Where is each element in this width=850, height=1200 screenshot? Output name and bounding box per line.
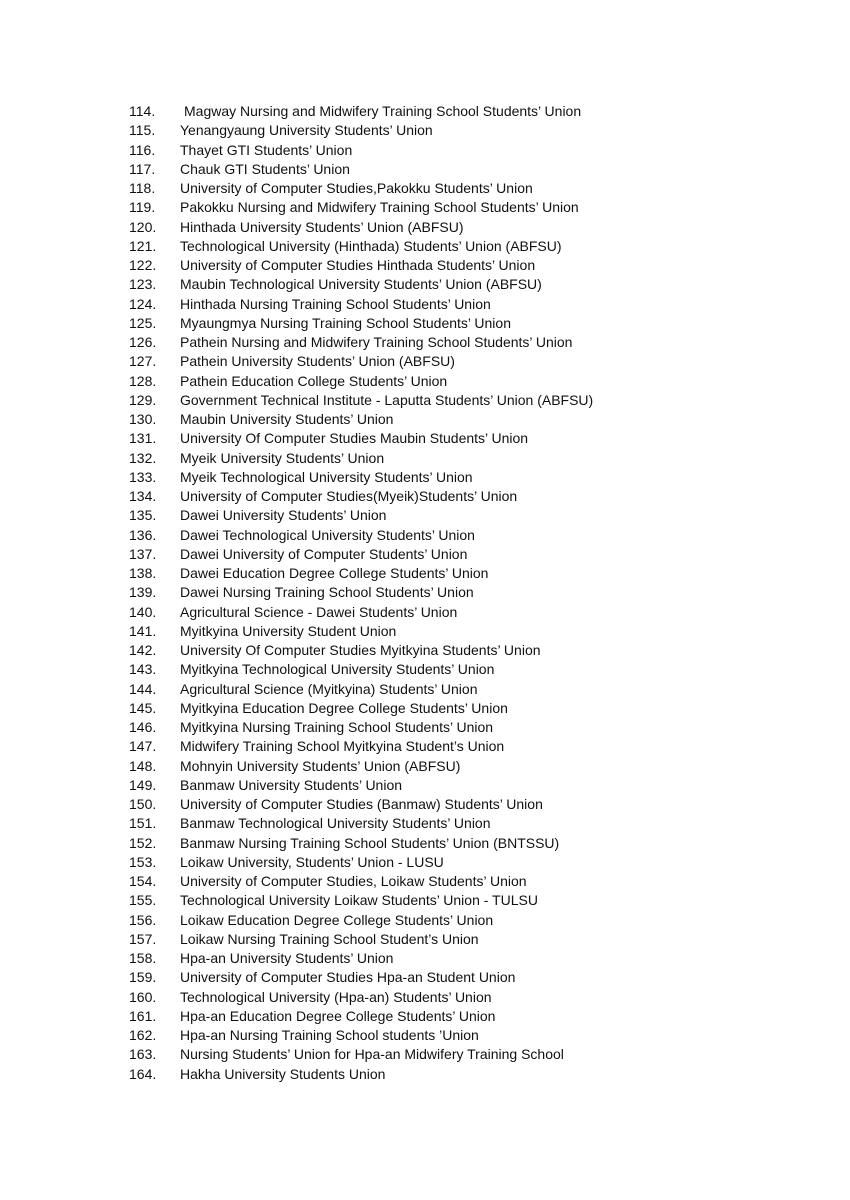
item-number: 151. <box>129 815 157 832</box>
union-name: Government Technical Institute - Laputta Students’ Union (ABFSU) <box>180 391 594 408</box>
list-item <box>0 968 850 987</box>
item-number: 127. <box>129 353 157 370</box>
list-item <box>0 429 850 448</box>
item-number: 137. <box>129 545 157 562</box>
list-item <box>0 641 850 660</box>
item-number: 116. <box>129 141 156 158</box>
union-name: Pathein Education College Students’ Union <box>180 372 448 389</box>
list-item <box>0 218 850 237</box>
union-name: Hinthada University Students’ Union (ABFSU) <box>180 218 464 235</box>
list-item <box>0 930 850 949</box>
item-number: 164. <box>129 1065 157 1082</box>
union-name: Dawei Technological University Students’ Union <box>180 526 475 543</box>
union-name: Myeik Technological University Students’ Union <box>180 468 473 485</box>
item-number: 154. <box>129 873 157 889</box>
union-name: Dawei Nursing Training School Students’ Union <box>180 584 474 601</box>
item-number: 131. <box>129 430 157 447</box>
list-item <box>0 795 850 814</box>
item-number: 145. <box>129 699 157 716</box>
item-number: 130. <box>129 411 157 427</box>
item-number: 143. <box>129 661 157 678</box>
union-name: Chauk GTI Students’ Union <box>180 160 350 177</box>
item-number: 138. <box>129 565 157 581</box>
list-item <box>0 1065 850 1084</box>
students-union-list <box>0 102 850 1084</box>
item-number: 152. <box>129 834 157 851</box>
list-item <box>0 660 850 679</box>
list-item <box>0 603 850 622</box>
item-number: 117. <box>129 160 156 177</box>
item-number: 160. <box>129 988 157 1005</box>
item-number: 144. <box>129 680 157 697</box>
union-name: Pathein Nursing and Midwifery Training School Students’ Union <box>180 334 573 350</box>
union-name: Banmaw Nursing Training School Students’ Union (BNTSSU) <box>180 834 560 851</box>
list-item <box>0 1026 850 1045</box>
list-item <box>0 391 850 410</box>
list-item <box>0 564 850 583</box>
union-name: Loikaw Education Degree College Students’ Union <box>180 911 494 928</box>
union-name: Agricultural Science (Myitkyina) Students’ Union <box>180 680 478 697</box>
list-item <box>0 814 850 833</box>
item-number: 136. <box>129 526 157 543</box>
item-number: 128. <box>129 372 157 389</box>
item-number: 161. <box>129 1007 157 1024</box>
item-number: 141. <box>129 622 157 639</box>
item-number: 122. <box>129 257 157 273</box>
union-name: Hpa-an Education Degree College Students’ Union <box>180 1007 496 1024</box>
item-number: 135. <box>129 507 157 524</box>
item-number: 158. <box>129 950 157 966</box>
item-number: 114. <box>129 103 156 119</box>
list-item <box>0 160 850 179</box>
list-item <box>0 256 850 275</box>
union-name: Magway Nursing and Midwifery Training School Students’ Union <box>184 103 582 119</box>
list-item <box>0 468 850 487</box>
item-number: 150. <box>129 796 157 812</box>
union-name: Nursing Students’ Union for Hpa-an Midwifery Training School <box>180 1046 564 1063</box>
item-number: 132. <box>129 449 157 466</box>
union-name: Technological University Loikaw Students’ Union - TULSU <box>180 892 538 909</box>
item-number: 134. <box>129 488 157 504</box>
item-number: 142. <box>129 642 157 658</box>
union-name: Myitkyina University Student Union <box>180 622 397 639</box>
list-item <box>0 372 850 391</box>
union-name: University Of Computer Studies Maubin Students’ Union <box>180 430 529 447</box>
union-name: University of Computer Studies (Banmaw) Students’ Union <box>180 796 543 812</box>
list-item <box>0 506 850 525</box>
item-number: 119. <box>129 199 156 216</box>
list-item <box>0 1045 850 1064</box>
item-number: 148. <box>129 757 157 774</box>
union-name: Hpa-an Nursing Training School students ’Union <box>180 1027 479 1043</box>
list-item <box>0 872 850 891</box>
item-number: 146. <box>129 719 157 735</box>
union-name: Dawei University Students’ Union <box>180 507 387 524</box>
list-item <box>0 526 850 545</box>
item-number: 120. <box>129 218 157 235</box>
list-item <box>0 295 850 314</box>
union-name: Myaungmya Nursing Training School Students’ Union <box>180 314 511 331</box>
list-item <box>0 449 850 468</box>
list-item <box>0 757 850 776</box>
list-item <box>0 583 850 602</box>
union-name: Agricultural Science - Dawei Students’ Union <box>180 603 458 620</box>
item-number: 139. <box>129 584 157 601</box>
item-number: 121. <box>129 237 157 254</box>
union-name: Banmaw University Students’ Union <box>180 776 403 793</box>
item-number: 159. <box>129 969 157 986</box>
item-number: 129. <box>129 391 157 408</box>
union-name: Hakha University Students Union <box>180 1065 386 1082</box>
list-item <box>0 737 850 756</box>
item-number: 133. <box>129 468 157 485</box>
union-name: Hinthada Nursing Training School Students’ Union <box>180 295 491 312</box>
union-name: Banmaw Technological University Students’ Union <box>180 815 491 832</box>
union-name: Myeik University Students’ Union <box>180 449 385 466</box>
item-number: 155. <box>129 892 157 909</box>
list-item <box>0 853 850 872</box>
union-name: University of Computer Studies,Pakokku Students’ Union <box>180 180 533 196</box>
item-number: 156. <box>129 911 157 928</box>
union-name: Yenangyaung University Students’ Union <box>180 122 433 139</box>
union-name: Myitkyina Education Degree College Students’ Union <box>180 699 508 716</box>
union-name: University Of Computer Studies Myitkyina Students’ Union <box>180 642 541 658</box>
union-name: Dawei Education Degree College Students’ Union <box>180 565 489 581</box>
list-item <box>0 545 850 564</box>
item-number: 140. <box>129 603 157 620</box>
item-number: 118. <box>129 180 156 196</box>
union-name: Technological University (Hpa-an) Students’ Union <box>180 988 492 1005</box>
list-item <box>0 141 850 160</box>
list-item <box>0 680 850 699</box>
item-number: 153. <box>129 853 157 870</box>
item-number: 115. <box>129 122 156 139</box>
item-number: 123. <box>129 276 157 293</box>
list-item <box>0 102 850 121</box>
list-item <box>0 949 850 968</box>
union-name: University of Computer Studies Hpa-an Student Union <box>180 969 516 986</box>
item-number: 147. <box>129 738 157 755</box>
item-number: 126. <box>129 334 157 350</box>
union-name: University of Computer Studies, Loikaw Students’ Union <box>180 873 527 889</box>
union-name: Pakokku Nursing and Midwifery Training School Students’ Union <box>180 199 579 216</box>
list-item <box>0 314 850 333</box>
list-item <box>0 237 850 256</box>
union-name: Hpa-an University Students’ Union <box>180 950 394 966</box>
union-name: Myitkyina Nursing Training School Students’ Union <box>180 719 494 735</box>
union-name: Mohnyin University Students’ Union (ABFSU) <box>180 757 461 774</box>
list-item <box>0 776 850 795</box>
list-item <box>0 622 850 641</box>
union-name: Myitkyina Technological University Students’ Union <box>180 661 495 678</box>
list-item <box>0 911 850 930</box>
union-name: University of Computer Studies(Myeik)Students’ Union <box>180 488 518 504</box>
union-name: Loikaw University, Students’ Union - LUSU <box>180 853 444 870</box>
item-number: 157. <box>129 930 157 947</box>
union-name: Loikaw Nursing Training School Student’s Union <box>180 930 479 947</box>
list-item <box>0 834 850 853</box>
list-item <box>0 988 850 1007</box>
list-item <box>0 275 850 294</box>
union-name: Pathein University Students’ Union (ABFSU) <box>180 353 455 370</box>
list-item <box>0 352 850 371</box>
list-item <box>0 487 850 506</box>
list-item <box>0 333 850 352</box>
union-name: Maubin University Students’ Union <box>180 411 394 427</box>
list-item <box>0 198 850 217</box>
list-item <box>0 1007 850 1026</box>
list-item <box>0 121 850 140</box>
list-item <box>0 410 850 429</box>
item-number: 162. <box>129 1027 157 1043</box>
list-item <box>0 891 850 910</box>
union-name: Maubin Technological University Students’ Union (ABFSU) <box>180 276 542 293</box>
union-name: Technological University (Hinthada) Students’ Union (ABFSU) <box>180 237 562 254</box>
item-number: 163. <box>129 1046 157 1063</box>
list-item <box>0 699 850 718</box>
union-name: Thayet GTI Students’ Union <box>180 141 353 158</box>
item-number: 125. <box>129 314 157 331</box>
list-item <box>0 718 850 737</box>
union-name: University of Computer Studies Hinthada Students’ Union <box>180 257 536 273</box>
list-item <box>0 179 850 198</box>
item-number: 124. <box>129 295 157 312</box>
union-name: Midwifery Training School Myitkyina Student’s Union <box>180 738 505 755</box>
item-number: 149. <box>129 776 157 793</box>
union-name: Dawei University of Computer Students’ Union <box>180 545 468 562</box>
